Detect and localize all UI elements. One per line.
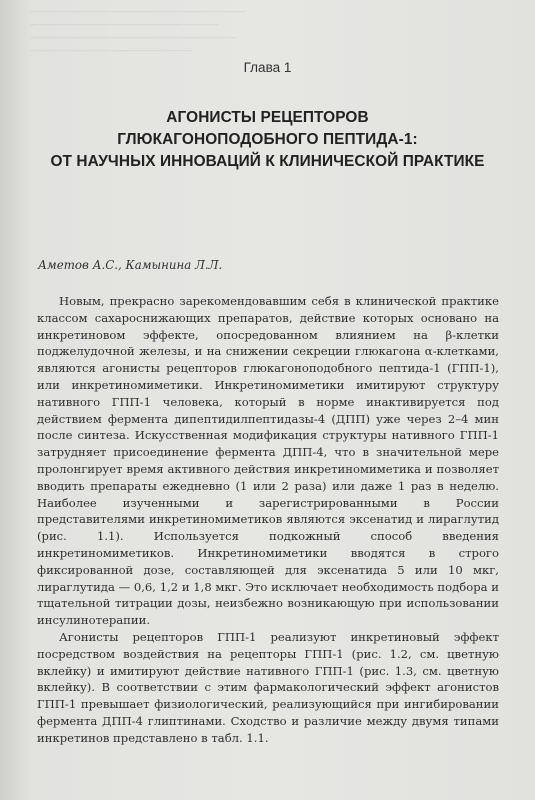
title-line-3: ОТ НАУЧНЫХ ИННОВАЦИЙ К КЛИНИЧЕСКОЙ ПРАКТИКЕ xyxy=(50,153,485,170)
paragraph: Новым, прекрасно зарекомендовавшим себя в клинической практике классом сахароснижающих препаратов, действие которых основано на инкретиновом эффекте, опосредованном влиянием на β-клетки поджелудочной железы, и на снижении секреции глюкагона α-клетками, являются агонисты рецепторов глюкагоноподобного пептида-1 (ГПП-1), или инкретиномиметики. Инкретиномиметики имитируют структуру нативного ГПП-1 человека, который в норме инактивируется под действием фермента дипептидилпептидазы-4 (ДПП) уже через 2–4 мин после синтеза. Искусственная модификация структуры нативного ГПП-1 затрудняет присоединение фермента ДПП-4, что в значительной мере пролонгирует время активного действия инкретиномиметика и позволяет вводить препараты ежедневно (1 или 2 раза) или даже 1 раз в неделю. Наиболее изученными и зарегистрированными в России представителями инкретиномиметиков являются эксенатид и лираглутид (рис. 1.1). Используется подкожный способ введения инкретиномиметиков. Инкретиномиметики вводятся в строго фиксированной дозе, составляющей для эксенатида 5 или 10 мкг, лираглутида — 0,6, 1,2 и 1,8 мкг. Это исключает необходимость подбора и тщательной титрации дозы, неизбежно возникающую при использовании инсулинотерапии. xyxy=(37,294,499,628)
body-text xyxy=(37,293,499,747)
title-line-1: АГОНИСТЫ РЕЦЕПТОРОВ xyxy=(166,109,369,126)
chapter-title xyxy=(0,107,535,173)
authors: Аметов А.С., Камынина Л.Л. xyxy=(38,258,223,272)
paragraph: Агонисты рецепторов ГПП-1 реализуют инкретиновый эффект посредством воздействия на рецепторы ГПП-1 (рис. 1.2, см. цветную вклейку) и имитируют действие нативного ГПП-1 (рис. 1.3, см. цветную вклейку). В соответствии с этим фармакологический эффект агонистов ГПП-1 превышает физиологический, реализующийся при ингибировании фермента ДПП-4 глиптинами. Сходство и различие между двумя типами инкретинов представлено в табл. 1.1. xyxy=(37,629,499,745)
title-line-2: ГЛЮКАГОНОПОДОБНОГО ПЕПТИДА-1: xyxy=(117,131,418,148)
chapter-label: Глава 1 xyxy=(243,60,292,75)
show-through-text: ———————————————————————— ————————————————————— ——————————————————————— —————————————————— xyxy=(30,7,246,56)
